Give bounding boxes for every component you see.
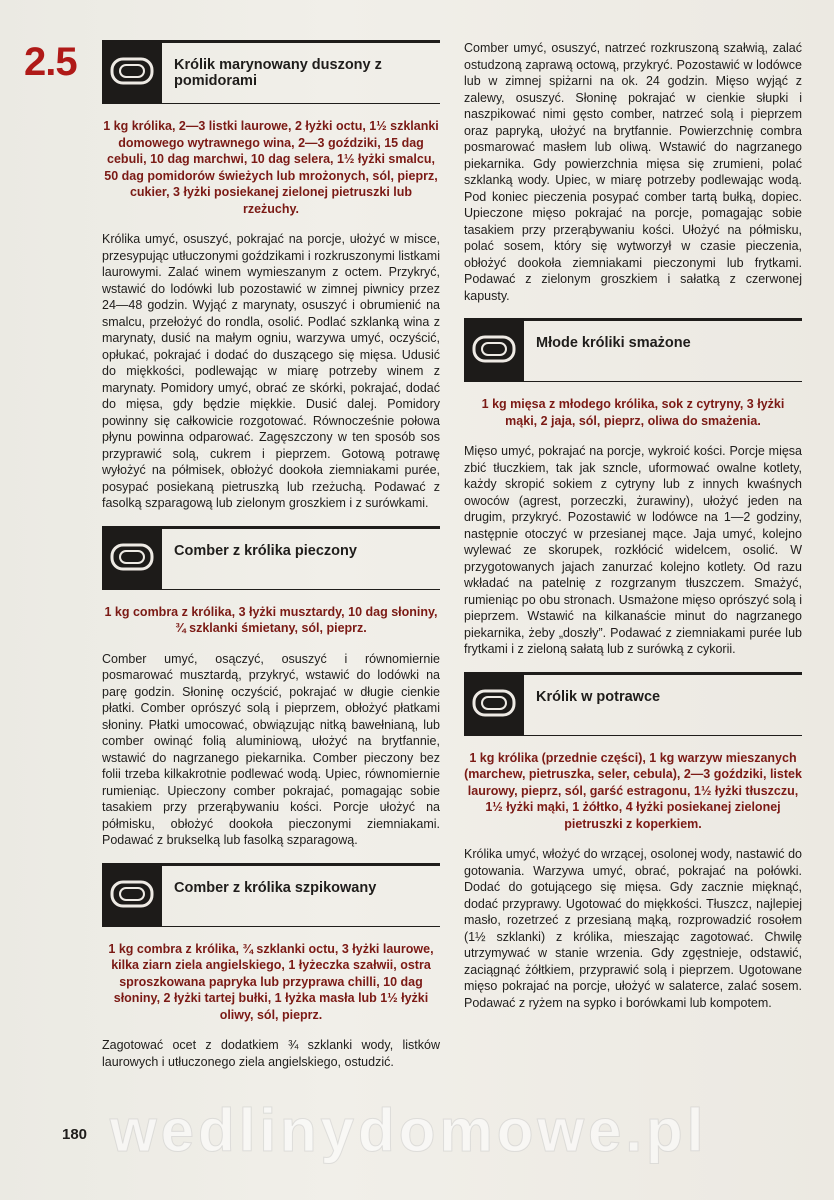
ingredients-list: 1 kg mięsa z młodego królika, sok z cytryny, 3 łyżki mąki, 2 jaja, sól, pieprz, oliwa do smażenia.: [481, 397, 785, 428]
recipe-title: Młode króliki smażone: [536, 335, 691, 351]
watermark: wedlinydomowe.pl: [110, 1097, 708, 1164]
ingredients-list: 1 kg combra z królika, ¾ szklanki octu, 3 łyżki laurowe, kilka ziarn ziela angielskiego, 1 łyżeczka szałwii, ostra sproszkowana papryka lub przyprawa chilli, 10 dag słoniny, 2 łyżki tartej bułki, 1 łyżka masła lub 1½ łyżki oliwy, sól, pieprz.: [108, 941, 434, 1022]
stew-pot-icon: [464, 672, 524, 736]
recipe-larded-saddle: [102, 863, 440, 1071]
right-column: [464, 40, 802, 1025]
section-number: 2.5: [24, 40, 77, 84]
recipe-marinated-rabbit: [102, 40, 440, 512]
frying-pan-icon: [464, 318, 524, 382]
recipe-instructions: Królika umyć, włożyć do wrzącej, osolonej wody, nastawić do gotowania. Warzywa umyć, obrać, pokrajać na połówki. Dodać do gotującego się mięsa. Gdy zacznie mięknąć, dodać przyprawy. Ugotować do miękkości. Tłuszcz, najlepiej masło, rozetrzeć z przesianą mąką, rozprowadzić rosołem (1½ szklanki) z królika, mieszając zagotować. Chwilę utrzymywać w stanie wrzenia. Gdy zgęstnieje, odstawić, zaciągnąć żółtkiem, przyprawić solą i pieprzem. Ugotowane mięso pokrajać na porcje, ułożyć w salaterce, zalać sosem. Podawać z ryżem na sypko i borówkami lub kompotem.: [464, 847, 802, 1010]
recipe-roasted-saddle: [102, 526, 440, 849]
recipe-header: [102, 526, 440, 590]
ingredients-list: 1 kg combra z królika, 3 łyżki musztardy, 10 dag słoniny, ¾ szklanki śmietany, sól, pieprz.: [104, 604, 438, 635]
recipe-header: [102, 863, 440, 927]
recipe-instructions: Comber umyć, osuszyć, natrzeć rozkruszoną szałwią, zalać ostudzoną zaprawą octową, przykryć. Pozostawić w lodówce lub w zimnej spiżarni na ok. 24 godzin. Mięso wyjąć z zalewy, osuszyć. Słoninę pokrajać w cienkie słupki i naszpikować nimi gęsto comber, natrzeć solą i pieprzem oraz papryką, ułożyć na brytfannie. Powierzchnię combra posmarować masłem lub oliwą. Wstawić do nagrzanego piekarnika. Gdy powierzchnia mięsa się zrumieni, polać szklanką wody. Upiec, w miarę potrzeby podlewając wodą. Pod koniec pieczenia posypać comber tartą bułką, dopiec. Upieczone mięso pokrajać na porcje, pomagając sobie tasakiem przy przerąbywaniu kości. Ułożyć na półmisku, polać sosem, który się wytworzył w czasie pieczenia, obłożyć dookoła ziemniakami pieczonymi lub frytkami. Podawać z zielonym groszkiem i sałatką z czerwonej kapusty.: [464, 41, 802, 303]
recipe-fried-young-rabbits: [464, 318, 802, 658]
recipe-title: Królik w potrawce: [536, 688, 661, 705]
recipe-header: [464, 318, 802, 382]
stew-pot-icon: [102, 40, 162, 104]
ingredients-list: 1 kg królika (przednie części), 1 kg warzyw mieszanych (marchew, pietruszka, seler, cebula), 2—3 goździki, listek laurowy, pieprz, sól, garść estragonu, 1½ łyżki tłuszczu, 1½ łyżki mąki, 1 żółtko, 4 łyżki posiekanej zielonej pietruszki z koperkiem.: [464, 750, 802, 831]
recipe-header: [464, 672, 802, 736]
recipe-instructions: Mięso umyć, pokrajać na porcje, wykroić kości. Porcje mięsa zbić tłuczkiem, tak jak szncle, uformować owalne kotlety, każdy skropić sokiem z cytryny lub z innych kwaśnych owoców (agrest, porzeczki, żurawiny), ułożyć jeden na drugim, przykryć. Pozostawić w lodówce na 1—2 godziny, następnie otoczyć w przesianej mące. Jaja umyć, kolejno wylewać ze skorupek, rozkłócić widelcem, osolić. W przygotowanych jajach zanurzać kolejno kotlety. Od razu wkładać na patelnię z rozgrzanym tłuszczem. Smażyć, rumieniąc po obu stronach. Usmażone mięso oprószyć solą i pieprzem. Wstawić na kilkanaście minut do nagrzanego piekarnika, żeby „doszły”. Podawać z ziemniakami purée lub frytkami i z zieloną sałatą lub z surówką z cykorii.: [464, 444, 802, 656]
oven-icon: [102, 526, 162, 590]
left-column: [102, 40, 440, 1084]
page-number: 180: [62, 1126, 88, 1143]
recipe-rabbit-fricassee: [464, 672, 802, 1012]
recipe-title: Królik marynowany duszony z pomidorami: [174, 57, 382, 89]
ingredients-list: 1 kg królika, 2—3 listki laurowe, 2 łyżki octu, 1½ szklanki domowego wytrawnego wina, 2—3 goździki, 15 dag cebuli, 10 dag marchwi, 10 dag selera, 1½ łyżki smalcu, 50 dag pomidorów świeżych lub mrożonych, sól, pieprz, cukier, 3 łyżki posiekanej zielonej pietruszki lub rzeżuchy.: [103, 119, 439, 216]
recipe-title: Comber z królika pieczony: [174, 542, 357, 559]
recipe-instructions: Comber umyć, osączyć, osuszyć i równomiernie posmarować musztardą, przykryć, wstawić do lodówki na parę godzin. Słoninę oczyścić, pokrajać w długie cienkie płatki. Comber oprószyć solą i pieprzem, obłożyć płatkami słoniny. Płatki umocować, obwiązując nitką bawełnianą, lub comber owinąć folią aluminiową, ułożyć na brytfannie, wstawić do nagrzanego piekarnika. Comber pieczony bez folii trzeba kilkakrotnie podlewać wodą. Upiec, równomiernie rumieniąc. Upieczony comber pokrajać, pomagając sobie tasakiem przy przerąbywaniu kości. Porcje ułożyć na półmisku, obłożyć dookoła pieczonymi ziemniakami. Podawać z brukselką lub fasolką szparagową.: [102, 651, 440, 847]
recipe-instructions: Królika umyć, osuszyć, pokrajać na porcje, ułożyć w misce, przesypując utłuczonymi goździkami i rozkruszonymi listkami laurowymi. Zalać winem wymieszanym z octem. Przykryć, wstawić do lodówki lub pozostawić w zimnej piwnicy przez 24—48 godzin. Wyjąć z marynaty, osuszyć i obrumienić na smalcu, przełożyć do rondla, osolić. Podlać szklanką wina z marynaty, dusić na małym ogniu, warzywa umyć, oczyścić, opłukać, pokrajać i dodać do duszącego się mięsa. Udusić do miękkości, podlewając w miarę potrzeby winem z marynaty. Pomidory umyć, obrać ze skórki, pokrajać, dodać do mięsa, gdy będzie miękkie. Dusić dalej. Pomidory powinny się całkowicie rozgotować. Równocześnie połowa płynu powinna odparować. Zagęszczony w ten sposób sos przyprawić solą, cukrem i pieprzem. Gotową potrawę wyłożyć na półmisek, obłożyć dookoła ziemniakami purée, posypać posiekaną pietruszką lub rzeżuchą. Podawać z fasolką szparagową lub zielonym groszkiem i z surówkami.: [102, 232, 440, 510]
recipe-continuation: [464, 40, 802, 304]
oven-icon: [102, 863, 162, 927]
recipe-title: Comber z królika szpikowany: [174, 879, 377, 896]
recipe-instructions: Zagotować ocet z dodatkiem ¾ szklanki wody, listków laurowych i utłuczonego ziela angielskiego, ostudzić.: [102, 1038, 440, 1069]
recipe-header: [102, 40, 440, 104]
